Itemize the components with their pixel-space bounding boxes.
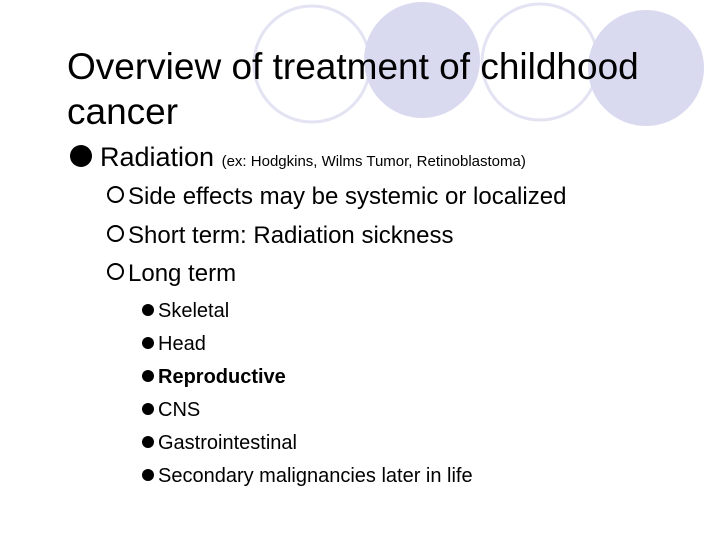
main-bullet-note: (ex: Hodgkins, Wilms Tumor, Retinoblastoma): [221, 153, 526, 170]
long-term-item: [142, 397, 200, 423]
sub-bullet: [107, 221, 453, 251]
long-term-item-text: CNS: [158, 399, 201, 421]
bullet-dot-icon: [142, 304, 154, 316]
long-term-item: [142, 298, 229, 324]
long-term-item: [142, 463, 473, 489]
long-term-item-text: Secondary malignancies later in life: [158, 465, 473, 487]
bullet-dot-icon: [142, 469, 154, 481]
sub-bullet: [107, 259, 236, 289]
bullet-dot-icon: [142, 403, 154, 415]
long-term-item: [142, 331, 206, 357]
bullet-dot-icon: [142, 370, 154, 382]
sub-bullet-text: Short term: Radiation sickness: [128, 222, 454, 249]
main-bullet: [70, 140, 526, 179]
slide-title: Overview of treatment of childhood cancer: [67, 46, 639, 132]
long-term-item-text: Head: [158, 333, 206, 355]
sub-bullet: [107, 182, 566, 212]
long-term-item: [142, 364, 286, 390]
long-term-item: [142, 430, 297, 456]
bullet-ring-icon: [107, 225, 124, 242]
long-term-item-text: Gastrointestinal: [158, 432, 297, 454]
bullet-solid-icon: [70, 145, 92, 167]
bullet-ring-icon: [107, 263, 124, 280]
sub-bullet-text: Long term: [128, 260, 237, 287]
bullet-dot-icon: [142, 337, 154, 349]
sub-bullet-text: Side effects may be systemic or localized: [128, 183, 567, 210]
main-bullet-label: Radiation: [100, 142, 215, 172]
long-term-item-text: Skeletal: [158, 300, 230, 322]
long-term-item-text: Reproductive: [158, 366, 286, 388]
bullet-dot-icon: [142, 436, 154, 448]
bullet-ring-icon: [107, 186, 124, 203]
